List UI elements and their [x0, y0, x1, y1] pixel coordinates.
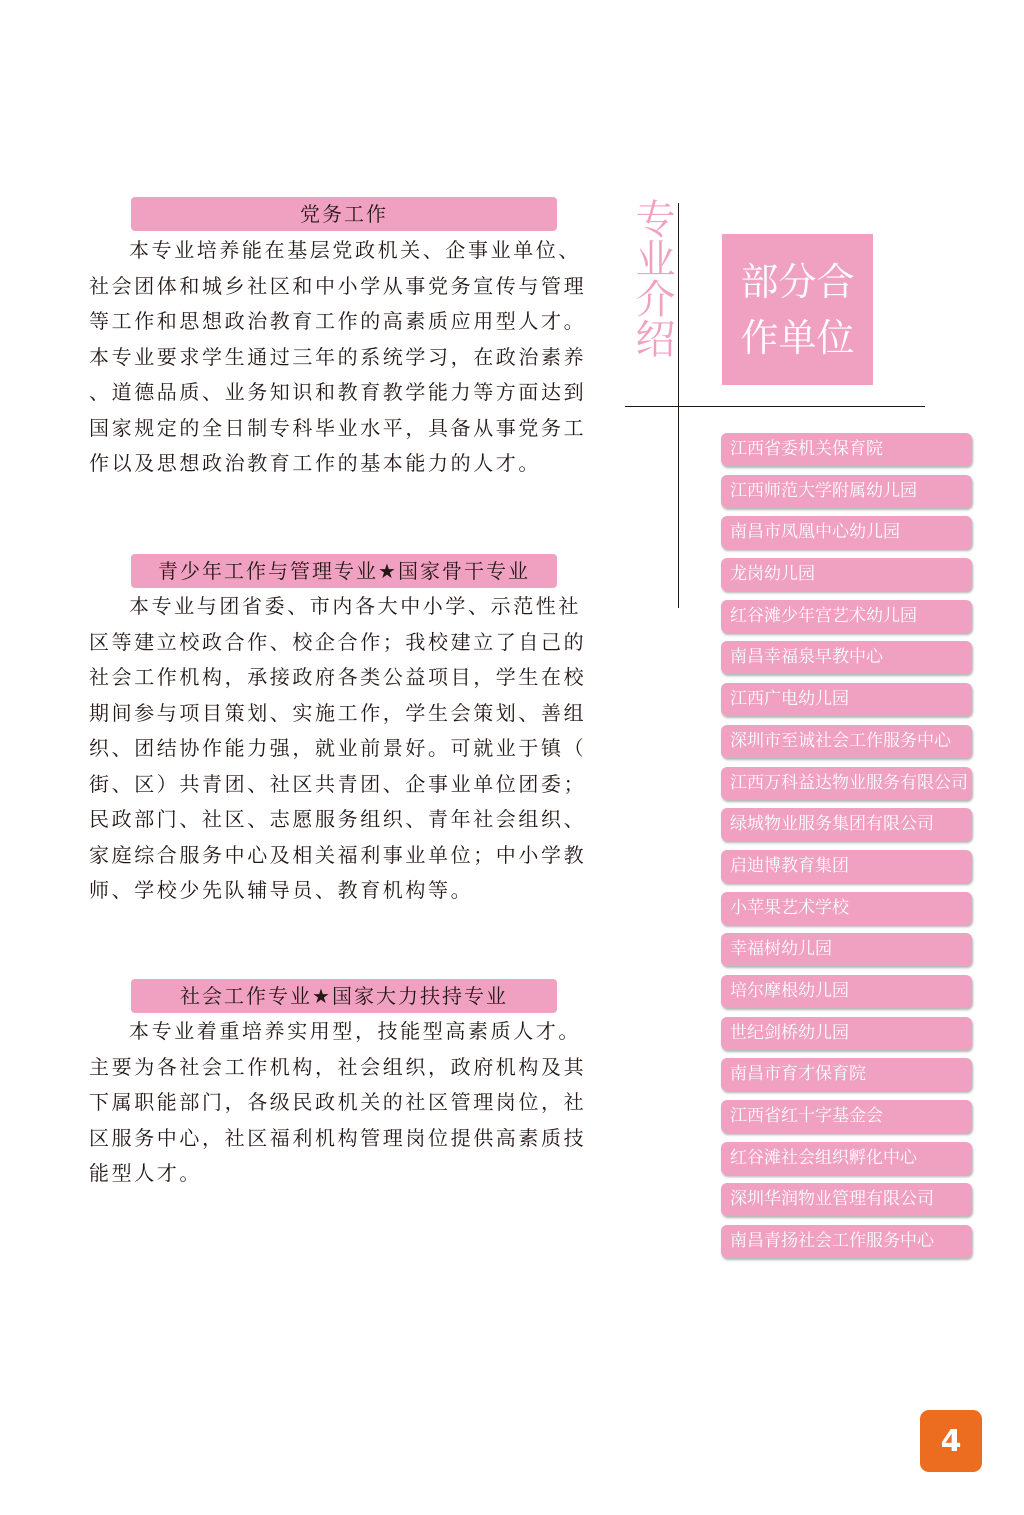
partner-item: 江西万科益达物业服务有限公司 — [721, 767, 972, 800]
partner-item: 南昌青扬社会工作服务中心 — [721, 1225, 972, 1258]
page-number-badge: 4 — [920, 1410, 982, 1472]
partner-item: 培尔摩根幼儿园 — [721, 975, 972, 1008]
section-body-social-work — [89, 1014, 609, 1192]
section-body-youth-work — [89, 589, 609, 909]
partner-item: 南昌市凤凰中心幼儿园 — [721, 516, 972, 549]
section-header-party-work: 党务工作 — [131, 197, 557, 231]
body-line: 师、学校少先队辅导员、教育机构等。 — [89, 878, 474, 902]
body-line: 民政部门、社区、志愿服务组织、青年社会组织、 — [89, 807, 587, 831]
body-line: 主要为各社会工作机构，社会组织，政府机构及其 — [89, 1054, 587, 1079]
body-line: 、道德品质、业务知识和教育教学能力等方面达到 — [89, 380, 587, 404]
section-header-youth-work: 青少年工作与管理专业★国家骨干专业 — [131, 554, 557, 588]
body-line: 织、团结协作能力强，就业前景好。可就业于镇（ — [89, 736, 587, 760]
partner-item: 南昌幸福泉早教中心 — [721, 641, 972, 674]
partners-title-box — [722, 234, 873, 385]
partner-item: 深圳华润物业管理有限公司 — [721, 1183, 972, 1216]
partner-item: 绿城物业服务集团有限公司 — [721, 808, 972, 841]
body-line: 社会团体和城乡社区和中小学从事党务宣传与管理 — [89, 273, 587, 298]
partner-item: 小苹果艺术学校 — [721, 892, 972, 925]
partner-item: 江西省委机关保育院 — [721, 433, 972, 466]
partners-title-line: 作单位 — [740, 315, 855, 360]
body-line: 街、区）共青团、社区共青团、企事业单位团委； — [89, 771, 587, 796]
body-line: 社会工作机构，承接政府各类公益项目，学生在校 — [89, 665, 587, 689]
section-body-party-work — [89, 233, 609, 482]
partners-title-line: 部分合 — [740, 259, 855, 304]
section-header-social-work: 社会工作专业★国家大力扶持专业 — [131, 979, 557, 1013]
body-line: 作以及思想政治教育工作的基本能力的人才。 — [89, 451, 541, 475]
partner-item: 世纪剑桥幼儿园 — [721, 1017, 972, 1050]
partner-item: 南昌市育才保育院 — [721, 1058, 972, 1091]
body-line: 期间参与项目策划、实施工作，学生会策划、善组 — [89, 700, 587, 725]
partner-item: 江西广电幼儿园 — [721, 683, 972, 716]
partner-item: 启迪博教育集团 — [721, 850, 972, 883]
partner-item: 红谷滩社会组织孵化中心 — [721, 1142, 972, 1175]
partner-item: 幸福树幼儿园 — [721, 933, 972, 966]
partner-item: 江西省红十字基金会 — [721, 1100, 972, 1133]
body-line: 本专业要求学生通过三年的系统学习，在政治素养 — [89, 344, 587, 369]
partner-item: 红谷滩少年宫艺术幼儿园 — [721, 600, 972, 633]
partner-list — [721, 433, 972, 1267]
body-line: 本专业着重培养实用型，技能型高素质人才。 — [129, 1019, 581, 1043]
body-line: 等工作和思想政治教育工作的高素质应用型人才。 — [89, 309, 587, 333]
partner-item: 江西师范大学附属幼儿园 — [721, 475, 972, 508]
partner-item: 龙岗幼儿园 — [721, 558, 972, 591]
body-line: 下属职能部门，各级民政机关的社区管理岗位，社 — [89, 1090, 587, 1114]
horizontal-divider — [625, 406, 925, 407]
body-line: 能型人才。 — [89, 1161, 202, 1185]
body-line: 本专业培养能在基层党政机关、企事业单位、 — [129, 238, 581, 262]
body-line: 国家规定的全日制专科毕业水平，具备从事党务工 — [89, 415, 587, 440]
vertical-title: 专业介绍 — [629, 198, 675, 358]
body-line: 区等建立校政合作、校企合作；我校建立了自己的 — [89, 629, 587, 654]
body-line: 本专业与团省委、市内各大中小学、示范性社 — [129, 594, 581, 618]
body-line: 家庭综合服务中心及相关福利事业单位；中小学教 — [89, 842, 587, 867]
body-line: 区服务中心，社区福利机构管理岗位提供高素质技 — [89, 1125, 587, 1150]
partner-item: 深圳市至诚社会工作服务中心 — [721, 725, 972, 758]
